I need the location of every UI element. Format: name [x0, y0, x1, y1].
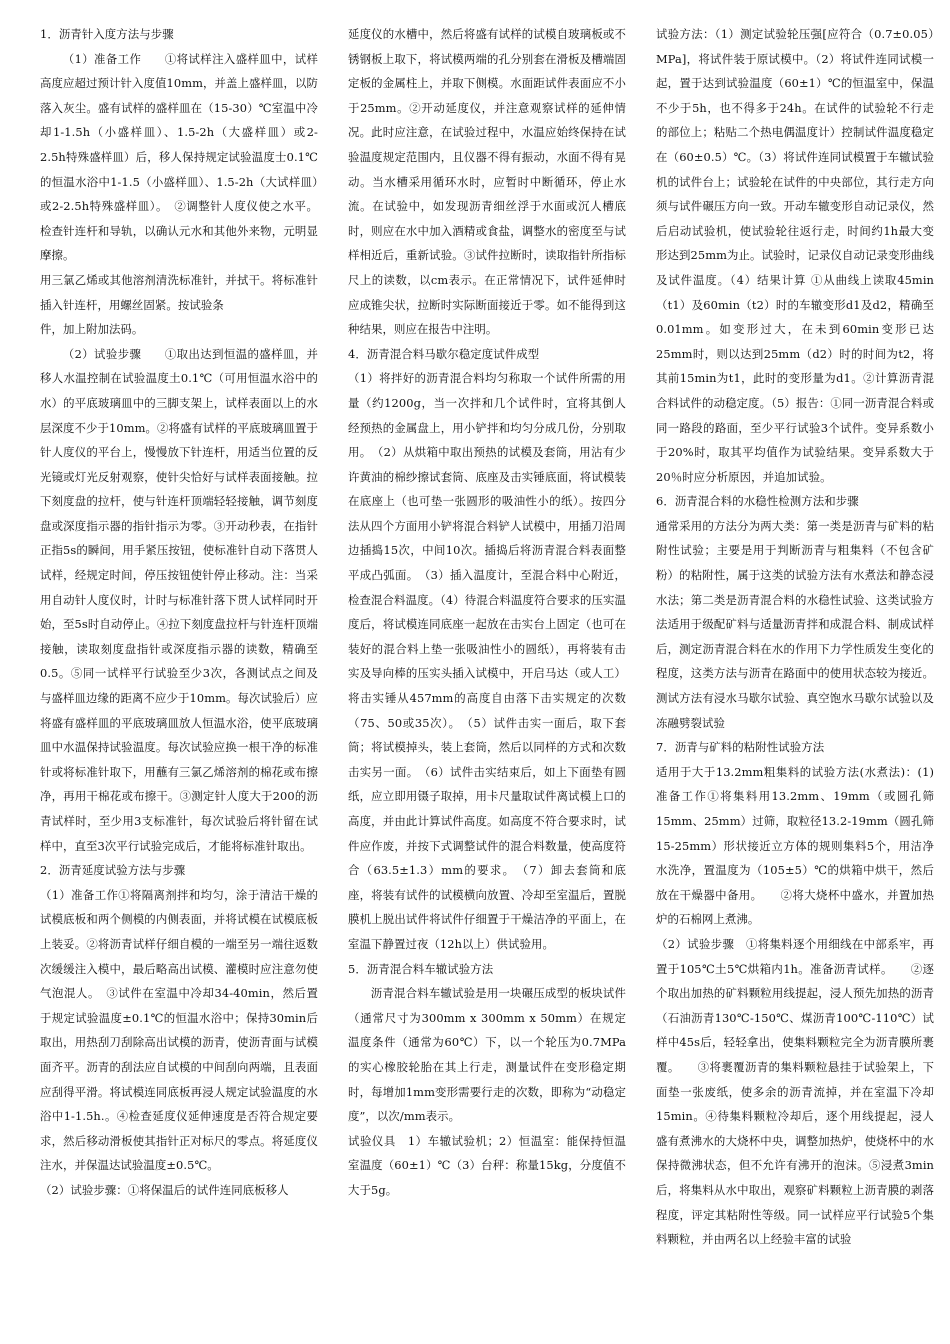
paragraph: 用三氯乙烯或其他溶剂清洗标准针，并拭干。将标准针插入针连杆，用螺丝固紧。按试验条 — [40, 272, 318, 312]
paragraph: 件，加上附加法码。 — [40, 322, 144, 337]
paragraph: （2）试验步骤 ①将集料逐个用细线在中部系牢，再置于105℃土5℃烘箱内1h。准备沥青试样。 ②逐个取出加热的矿料颗粒用线提起，浸人预先加热的沥青（石油沥青130℃-150℃、煤沥青100℃-110℃）试样中45s后，轻轻拿出，使集料颗粒完全为沥青膜所裹覆。 ③将裹覆沥青的集料颗粒悬挂于试验架上，下面垫一张废纸，使多余的沥青流掉，并在室温下冷却15min。④待集料颗粒冷却后，逐个用线提起，浸人盛有煮沸水的大烧杯中央，调整加热炉，使烧杯中的水保持微沸状态，但不允许有沸开的泡沫。⑤浸煮3min后，将集料从水中取出，观察矿料颗粒上沥青膜的剥落程度，评定其粘附性等级。同一试样应平行试验5个集料颗粒，并由两名以上经验丰富的试验 — [656, 936, 934, 1247]
paragraph: 适用于大于13.2mm粗集料的试验方法(水煮法)：(1)准备工作①将集料用13.2mm、19mm（或圆孔筛15mm、25mm）过筛，取粒径13.2-19mm（圆孔筛15-25mm）形状接近立方体的规则集料5个，用洁净水洗净，置温度为（105±5）℃的烘箱中烘干，然后放在干燥器中备用。 ②将大烧杯中盛水，并置加热炉的石棉网上煮沸。 — [656, 764, 934, 927]
paragraph: 试验方法：（1）测定试验轮压强[应符合（0.7±0.05）MPa]，将试件装于原试模中。（2）将试件连同试模一起，置于达到试验温度（60±1）℃的恒温室中，保温不少于5h，也不得多于24h。在试件的试验轮不行走的部位上；粘贴二个热电偶温度计）控制试件温度稳定在（60±0.5）℃。（3）将试件连同试模置于车辙试验机的试件台上；试验轮在试件的中央部位，其行走方向须与试件碾压方向一致。开动车辙变形自动记录仪，然后启动试验机，使试验轮往返行走，时间约1h最大变形达到25mm为止。试验时，记录仪自动记录变形曲线及试件温度。（4）结果计算 ①从曲线上读取45min（t1）及60min（t2）时的车辙变形d1及d2，精确至0.01mm。如变形过大，在未到60min变形已达25mm时，则以达到25mm（d2）时的时间为t2，将其前15min为t1，此时的变形量为d1。②计算沥青混合料试件的动稳定度。（5）报告：①同一沥青混合料或同一路段的路面，至少平行试验3个试件。变异系数小于20%时，取其平均值作为试验结果。变异系数大于20％时应分析原因，并追加试验。 — [656, 27, 934, 484]
paragraph: 延度仪的水槽中，然后将盛有试样的试模自玻璃板或不锈钢板上取下，将试模两端的孔分别套在滑板及槽端固定板的金属柱上，并取下侧模。水面距试件表面应不小于25mm。②开动延度仪，并注意观察试样的延伸情况。此时应注意，在试验过程中，水温应始终保持在试验温度规定范围内，且仪器不得有振动，水面不得有晃动。当水槽采用循环水时，应暂时中断循环，停止水流。在试验中，如发现沥青细丝浮于水面或沉人槽底时，则应在水中加入酒精或食盐，调整水的密度至与试样相近后，重新试验。③试件拉断时，读取指针所指标尺上的读数，以cm表示。在正常情况下，试件延伸时应成锥尖状，拉断时实际断面接近于零。如不能得到这种结果，则应在报告中注明。 — [348, 27, 626, 337]
section-heading: 7．沥青与矿料的粘附性试验方法 — [656, 740, 825, 755]
text-column-left — [40, 22, 318, 1344]
paragraph: （2）试验步骤：①将保温后的试件连同底板移人 — [40, 1182, 289, 1197]
text-column-right — [656, 22, 934, 1344]
section-heading: 2．沥青延度试验方法与步骤 — [40, 863, 186, 878]
paragraph: （1）将拌好的沥青混合料均匀称取一个试件所需的用量（约1200g，当一次拌和几个试件时，宜将其倒人经预热的金属盘上，用小铲拌和均匀分成几份，分别取用。 （2）从烘箱中取出预热的试模及套筒，用沾有少许黄油的棉纱擦试套筒、底座及击实锤底面，将试模装在底座上（也可垫一张圆形的吸油性小的纸）。按四分法从四个方面用小铲将混合料铲人试模中，用插刀沿周边插捣15次，中间10次。插捣后将沥青混合料表面整平成凸弧面。 （3）插入温度计，至混合料中心附近，检查混合料温度。（4）待混合料温度符合要求的压实温度后，将试模连同底座一起放在击实台上固定（也可在装好的混合料上垫一张吸油性小的圆纸），再将装有击实及导向棒的压实头插入试模中，开启马达（或人工）将击实锤从457mm的高度自由落下击实规定的次数（75、50或35次）。 （5）试件击实一面后，取下套筒；将试模掉头，装上套筒，然后以同样的方式和次数击实另一面。 （6）试件击实结束后，如上下面垫有圆纸，应立即用镊子取掉，用卡尺量取试件离试模上口的高度，并由此计算试件高度。如高度不符合要求时，试件应作废，并按下式调整试件的混合料数量，使高度符合（63.5±1.3）mm的要求。 （7）卸去套筒和底座，将装有试件的试模横向放置、冷却至室温后，置脱膜机上脱出试件将试件仔细置于干燥洁净的平面上，在室温下静置过夜（12h以上）供试验用。 — [348, 371, 626, 951]
paragraph: 通常采用的方法分为两大类：第一类是沥青与矿料的粘附性试验；主要是用于判断沥青与粗集料（不包含矿粉）的粘附性，属于这类的试验方法有水煮法和静态浸水法；第二类是沥青混合料的水稳性试验、这类试验方法适用于级配矿料与适量沥青拌和成混合料、制成试样后，测定沥青混合料在水的作用下力学性质发生变化的程度，这类方法与沥青在路面中的使用状态较为接近。测试方法有浸水马歇尔试验、真空饱水马歇尔试验以及冻融劈裂试验 — [656, 518, 934, 730]
section-heading: 5．沥青混合料车辙试验方法 — [348, 961, 494, 976]
section-heading: 1．沥青针入度方法与步骤 — [40, 27, 174, 41]
section-heading: 6．沥青混合料的水稳性检测方法和步骤 — [656, 494, 859, 509]
paragraph: 沥青混合料车辙试验是用一块碾压成型的板块试件（通常尺寸为300mm x 300mm x 50mm）在规定温度条件（通常为60℃）下，以一个轮压为0.7MPa的实心橡胶轮胎在其上行走，测量试件在变形稳定期时，每增加1mm变形需要行走的次数，即称为“动稳定度”，以次/mm表示。 — [348, 986, 626, 1124]
paragraph: 试验仪具 1）车辙试验机；2）恒温室：能保持恒温室温度（60±1）℃（3）台秤：称量15kg，分度值不大于5g。 — [348, 1133, 626, 1197]
section-heading: 4．沥青混合料马歇尔稳定度试件成型 — [348, 346, 540, 361]
text-column-middle — [348, 22, 626, 1344]
paragraph: （2）试验步骤 ①取出达到恒温的盛样皿，并移人水温控制在试验温度土0.1℃（可用恒温水浴中的水）的平底玻璃皿中的三脚支架上，试样表面以上的水层深度不少于10mm。②将盛有试样的平底玻璃皿置于针人度仪的平台上，慢慢放下针连杆，用适当位置的反光镜或灯光反射观察，使针尖恰好与试样表面接触。拉下刻度盘的拉杆，使与针连杆顶端轻轻接触，调节刻度盘或深度指示器的指针指示为零。③开动秒表，在指针正指5s的瞬间，用手紧压按钮，使标准针自动下落贯人试样，经规定时间，停压按钮使针停止移动。注：当采用自动针人度仪时，计时与标准针落下贯人试样同时开始，至5s时自动停止。④拉下刻度盘拉杆与针连杆顶端接触，读取刻度盘指针或深度指示器的读数，精确至0.5。⑤同一试样平行试验至少3次，各测试点之间及与盛样皿边缘的距离不应少于10mm。每次试验后）应将盛有盛样皿的平底玻璃皿放人恒温水浴，使平底玻璃皿中水温保持试验温度。每次试验应换一根干净的标准针或将标准针取下，用蘸有三氯乙烯溶剂的棉花或布擦净，再用干棉花或布擦干。③测定针人度大于200的沥青试样时，至少用3支标准针，每次试验后将针留在试样中，直至3次平行试验完成后，才能将标准针取出。 — [40, 346, 318, 853]
paragraph: （1）准备工作①将隔离剂拌和均匀，涂于清洁干燥的试模底板和两个侧模的内侧表面，并将试模在试模底板上装妥。②将沥青试样仔细自模的一端至另一端往返数次缓缓注入模中，最后略高出试模、灌模时应注意勿使气泡混人。 ③试件在室温中冷却34-40min，然后置于规定试验温度±0.1℃的恒温水浴中；保持30min后取出，用热刮刀刮除高出试模的沥青，使沥青面与试模面齐平。沥青的刮法应自试模的中间刮向两端，且表面应刮得平滑。将试模连同底板再浸人规定试验温度的水浴中1-1.5h.。④检查延度仪延伸速度是否符合规定要求，然后移动滑板使其指针正对标尺的零点。将延度仪注水，并保温达试验温度±0.5℃。 — [40, 887, 318, 1173]
paragraph: （1）准备工作 ①将试样注入盛样皿中，试样高度应超过预计针入度值10mm，并盖上盛样皿，以防落入灰尘。盛有试样的盛样皿在（15-30）℃室温中冷却1-1.5h（小盛样皿）、1.5-2h（大盛样皿）或2-2.5h特殊盛样皿）后，移人保持规定试验温度士0.1℃的恒温水浴中1-1.5（小盛样皿）、1.5-2h（大试样皿）或2-2.5h特殊盛样皿）。 ②调整针人度仪使之水平。检查针连杆和导轨，以确认元水和其他外来物，元明显摩擦。 — [40, 51, 318, 263]
